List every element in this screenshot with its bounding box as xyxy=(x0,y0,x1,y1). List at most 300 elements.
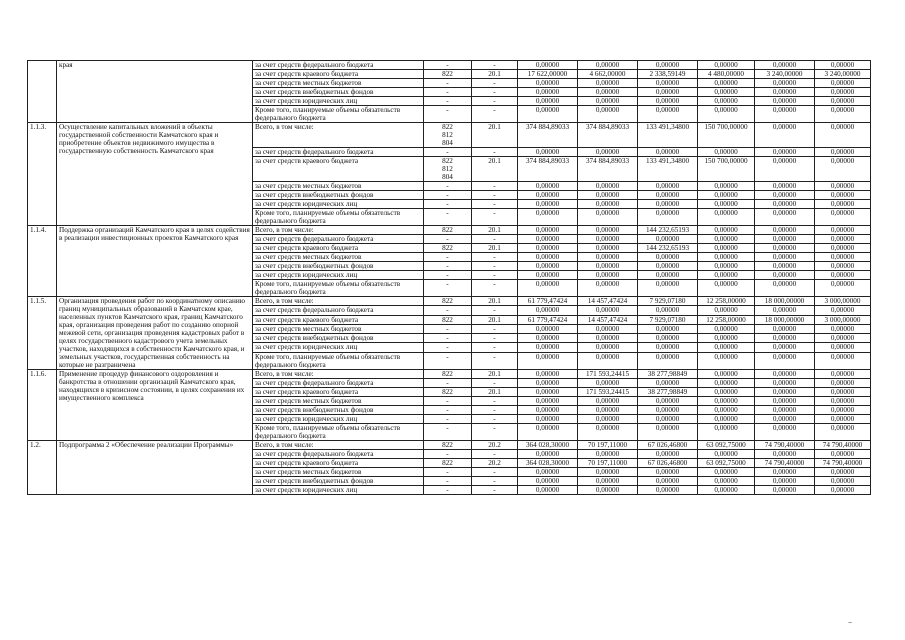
budget-code: - xyxy=(424,406,472,415)
year-value: 0,00000 xyxy=(578,191,638,200)
year-value: 3 000,00000 xyxy=(815,297,871,306)
year-value: 0,00000 xyxy=(698,148,755,157)
budget-code: - xyxy=(424,200,472,209)
year-value: 0,00000 xyxy=(578,468,638,477)
funding-source: Всего, в том числе: xyxy=(253,297,424,306)
year-value: 0,00000 xyxy=(578,262,638,271)
funding-source: Кроме того, планируемые объемы обязательств федерального бюджета xyxy=(253,280,424,297)
program-code: - xyxy=(472,79,518,88)
year-value: 0,00000 xyxy=(815,486,871,495)
funding-source: Кроме того, планируемые объемы обязательств федерального бюджета xyxy=(253,106,424,123)
budget-code: - xyxy=(424,97,472,106)
year-value: 133 491,34800 xyxy=(638,123,698,148)
year-value: 0,00000 xyxy=(578,88,638,97)
budget-code: 822 xyxy=(424,244,472,253)
year-value: 0,00000 xyxy=(638,334,698,343)
year-value: 0,00000 xyxy=(698,88,755,97)
funding-source: за счет средств внебюджетных фондов xyxy=(253,406,424,415)
year-value: 0,00000 xyxy=(698,244,755,253)
table-row xyxy=(28,226,871,235)
funding-source: за счет средств краевого бюджета xyxy=(253,70,424,79)
year-value: 0,00000 xyxy=(755,379,815,388)
budget-code: 822 xyxy=(424,226,472,235)
year-value: 0,00000 xyxy=(755,191,815,200)
year-value: 7 929,07180 xyxy=(638,315,698,324)
budget-code: - xyxy=(424,306,472,315)
year-value: 0,00000 xyxy=(815,191,871,200)
program-code: 20.1 xyxy=(472,70,518,79)
budget-code: 822 xyxy=(424,441,472,450)
total-value: 0,00000 xyxy=(518,477,578,486)
year-value: 0,00000 xyxy=(815,450,871,459)
total-value: 0,00000 xyxy=(518,61,578,70)
year-value: 4 480,00000 xyxy=(698,70,755,79)
program-code: - xyxy=(472,200,518,209)
year-value: 0,00000 xyxy=(578,182,638,191)
budget-code: - xyxy=(424,424,472,441)
program-code: - xyxy=(472,477,518,486)
program-code: - xyxy=(472,324,518,333)
year-value: 0,00000 xyxy=(815,262,871,271)
year-value: 0,00000 xyxy=(578,450,638,459)
year-value: 0,00000 xyxy=(578,226,638,235)
year-value: 0,00000 xyxy=(815,182,871,191)
funding-source: за счет средств юридических лиц xyxy=(253,200,424,209)
year-value: 0,00000 xyxy=(638,343,698,352)
year-value: 12 258,00000 xyxy=(698,297,755,306)
total-value: 0,00000 xyxy=(518,406,578,415)
year-value: 0,00000 xyxy=(638,280,698,297)
year-value: 38 277,98849 xyxy=(638,388,698,397)
year-value: 0,00000 xyxy=(815,79,871,88)
funding-source: за счет средств юридических лиц xyxy=(253,271,424,280)
year-value: 0,00000 xyxy=(698,415,755,424)
funding-source: Кроме того, планируемые объемы обязательств федерального бюджета xyxy=(253,352,424,370)
total-value: 0,00000 xyxy=(518,200,578,209)
year-value: 374 884,89033 xyxy=(578,123,638,148)
year-value: 0,00000 xyxy=(755,280,815,297)
year-value: 0,00000 xyxy=(815,200,871,209)
year-value: 0,00000 xyxy=(815,343,871,352)
row-number: 1.1.3. xyxy=(28,123,57,226)
year-value: 0,00000 xyxy=(698,306,755,315)
year-value: 0,00000 xyxy=(578,148,638,157)
funding-source: за счет средств федерального бюджета xyxy=(253,148,424,157)
year-value: 0,00000 xyxy=(638,306,698,315)
budget-code: 822 xyxy=(424,315,472,324)
year-value: 0,00000 xyxy=(638,324,698,333)
funding-source: за счет средств юридических лиц xyxy=(253,486,424,495)
year-value: 0,00000 xyxy=(755,200,815,209)
year-value: 67 026,46800 xyxy=(638,441,698,450)
year-value: 0,00000 xyxy=(815,148,871,157)
year-value: 0,00000 xyxy=(578,424,638,441)
year-value: 0,00000 xyxy=(638,477,698,486)
year-value: 144 232,65193 xyxy=(638,244,698,253)
program-code: - xyxy=(472,334,518,343)
year-value: 0,00000 xyxy=(698,424,755,441)
program-code: - xyxy=(472,148,518,157)
total-value: 0,00000 xyxy=(518,280,578,297)
program-code: - xyxy=(472,191,518,200)
year-value: 0,00000 xyxy=(578,61,638,70)
year-value: 0,00000 xyxy=(698,235,755,244)
total-value: 364 028,30000 xyxy=(518,459,578,468)
year-value: 0,00000 xyxy=(698,352,755,370)
year-value: 0,00000 xyxy=(815,352,871,370)
year-value: 0,00000 xyxy=(578,209,638,226)
budget-code: 822 xyxy=(424,388,472,397)
budget-code: - xyxy=(424,324,472,333)
year-value: 0,00000 xyxy=(755,370,815,379)
year-value: 0,00000 xyxy=(638,97,698,106)
year-value: 0,00000 xyxy=(755,343,815,352)
year-value: 0,00000 xyxy=(638,182,698,191)
program-code: 20.1 xyxy=(472,157,518,182)
budget-code: - xyxy=(424,271,472,280)
year-value: 0,00000 xyxy=(578,253,638,262)
year-value: 0,00000 xyxy=(698,406,755,415)
year-value: 0,00000 xyxy=(755,235,815,244)
total-value: 0,00000 xyxy=(518,343,578,352)
year-value: 0,00000 xyxy=(815,157,871,182)
budget-code: - xyxy=(424,88,472,97)
year-value: 0,00000 xyxy=(638,191,698,200)
budget-code: - xyxy=(424,262,472,271)
table-row xyxy=(28,123,871,148)
funding-source: за счет средств федерального бюджета xyxy=(253,235,424,244)
year-value: 0,00000 xyxy=(698,271,755,280)
year-value: 0,00000 xyxy=(638,88,698,97)
program-code: - xyxy=(472,106,518,123)
year-value: 0,00000 xyxy=(815,235,871,244)
row-number: 1.1.6. xyxy=(28,370,57,441)
total-value: 0,00000 xyxy=(518,388,578,397)
program-code: 20.1 xyxy=(472,226,518,235)
budget-code: - xyxy=(424,79,472,88)
program-code: - xyxy=(472,61,518,70)
total-value: 0,00000 xyxy=(518,182,578,191)
budget-code: - xyxy=(424,468,472,477)
year-value: 0,00000 xyxy=(578,415,638,424)
total-value: 61 779,47424 xyxy=(518,297,578,306)
year-value: 0,00000 xyxy=(638,415,698,424)
year-value: 0,00000 xyxy=(755,468,815,477)
total-value: 0,00000 xyxy=(518,379,578,388)
year-value: 0,00000 xyxy=(578,280,638,297)
table-row xyxy=(28,297,871,306)
program-code: - xyxy=(472,468,518,477)
year-value: 0,00000 xyxy=(755,306,815,315)
year-value: 0,00000 xyxy=(638,406,698,415)
year-value: 0,00000 xyxy=(638,79,698,88)
year-value: 14 457,47424 xyxy=(578,315,638,324)
year-value: 0,00000 xyxy=(698,468,755,477)
program-code: 20.1 xyxy=(472,297,518,306)
year-value: 0,00000 xyxy=(578,324,638,333)
year-value: 0,00000 xyxy=(578,97,638,106)
year-value: 0,00000 xyxy=(755,244,815,253)
year-value: 0,00000 xyxy=(815,244,871,253)
year-value: 0,00000 xyxy=(578,200,638,209)
year-value: 0,00000 xyxy=(755,106,815,123)
program-code: - xyxy=(472,352,518,370)
total-value: 0,00000 xyxy=(518,209,578,226)
year-value: 7 929,07180 xyxy=(638,297,698,306)
budget-code: - xyxy=(424,148,472,157)
funding-source: за счет средств внебюджетных фондов xyxy=(253,477,424,486)
budget-code: 822 xyxy=(424,459,472,468)
program-code: - xyxy=(472,379,518,388)
funding-source: за счет средств местных бюджетов xyxy=(253,468,424,477)
funding-source: за счет средств внебюджетных фондов xyxy=(253,262,424,271)
funding-source: Кроме того, планируемые объемы обязательств федерального бюджета xyxy=(253,424,424,441)
budget-code: - xyxy=(424,477,472,486)
budget-code: - xyxy=(424,209,472,226)
year-value: 0,00000 xyxy=(815,397,871,406)
year-value: 0,00000 xyxy=(578,352,638,370)
year-value: 0,00000 xyxy=(638,271,698,280)
program-code: - xyxy=(472,450,518,459)
year-value: 0,00000 xyxy=(815,106,871,123)
year-value: 374 884,89033 xyxy=(578,157,638,182)
budget-code: - xyxy=(424,334,472,343)
year-value: 0,00000 xyxy=(698,343,755,352)
table-row xyxy=(28,370,871,379)
program-code: - xyxy=(472,306,518,315)
total-value: 0,00000 xyxy=(518,324,578,333)
program-code: 20.2 xyxy=(472,459,518,468)
year-value: 0,00000 xyxy=(578,106,638,123)
year-value: 74 790,40000 xyxy=(755,441,815,450)
table-row xyxy=(28,61,871,70)
budget-code: - xyxy=(424,253,472,262)
year-value: 0,00000 xyxy=(815,388,871,397)
year-value: 0,00000 xyxy=(638,200,698,209)
program-code: - xyxy=(472,271,518,280)
table-row xyxy=(28,441,871,450)
budget-code: - xyxy=(424,415,472,424)
year-value: 67 026,46800 xyxy=(638,459,698,468)
activity-name: края xyxy=(57,61,253,123)
year-value: 0,00000 xyxy=(698,97,755,106)
year-value: 74 790,40000 xyxy=(815,459,871,468)
year-value: 0,00000 xyxy=(698,450,755,459)
year-value: 0,00000 xyxy=(815,370,871,379)
year-value: 4 662,00000 xyxy=(578,70,638,79)
funding-source: за счет средств федерального бюджета xyxy=(253,379,424,388)
total-value: 0,00000 xyxy=(518,106,578,123)
funding-source: за счет средств местных бюджетов xyxy=(253,253,424,262)
total-value: 0,00000 xyxy=(518,271,578,280)
year-value: 0,00000 xyxy=(755,123,815,148)
year-value: 0,00000 xyxy=(755,88,815,97)
total-value: 0,00000 xyxy=(518,262,578,271)
total-value: 0,00000 xyxy=(518,468,578,477)
budget-code: 822 xyxy=(424,297,472,306)
year-value: 0,00000 xyxy=(815,271,871,280)
year-value: 14 457,47424 xyxy=(578,297,638,306)
program-code: - xyxy=(472,209,518,226)
total-value: 0,00000 xyxy=(518,397,578,406)
total-value: 0,00000 xyxy=(518,415,578,424)
funding-source: за счет средств внебюджетных фондов xyxy=(253,334,424,343)
program-code: - xyxy=(472,343,518,352)
funding-source: за счет средств краевого бюджета xyxy=(253,388,424,397)
year-value: 2 338,59149 xyxy=(638,70,698,79)
funding-source: Всего, в том числе: xyxy=(253,370,424,379)
total-value: 0,00000 xyxy=(518,235,578,244)
budget-code: - xyxy=(424,106,472,123)
budget-code: - xyxy=(424,352,472,370)
total-value: 0,00000 xyxy=(518,79,578,88)
row-number: 1.1.5. xyxy=(28,297,57,370)
budget-code: - xyxy=(424,450,472,459)
year-value: 0,00000 xyxy=(578,379,638,388)
program-code: 20.1 xyxy=(472,370,518,379)
total-value: 0,00000 xyxy=(518,191,578,200)
year-value: 0,00000 xyxy=(755,157,815,182)
year-value: 0,00000 xyxy=(755,182,815,191)
year-value: 0,00000 xyxy=(578,235,638,244)
budget-code: - xyxy=(424,486,472,495)
year-value: 0,00000 xyxy=(698,370,755,379)
total-value: 374 884,89033 xyxy=(518,123,578,148)
year-value: 0,00000 xyxy=(755,324,815,333)
budget-code: - xyxy=(424,235,472,244)
year-value: 3 240,00000 xyxy=(815,70,871,79)
year-value: 0,00000 xyxy=(698,253,755,262)
year-value: 0,00000 xyxy=(698,106,755,123)
year-value: 0,00000 xyxy=(698,191,755,200)
year-value: 0,00000 xyxy=(698,486,755,495)
total-value: 0,00000 xyxy=(518,148,578,157)
year-value: 0,00000 xyxy=(815,477,871,486)
year-value: 0,00000 xyxy=(698,477,755,486)
program-code: - xyxy=(472,280,518,297)
budget-code: - xyxy=(424,61,472,70)
year-value: 171 593,24415 xyxy=(578,388,638,397)
year-value: 0,00000 xyxy=(755,477,815,486)
year-value: 0,00000 xyxy=(815,61,871,70)
funding-source: за счет средств внебюджетных фондов xyxy=(253,88,424,97)
budget-table-body xyxy=(28,61,871,495)
year-value: 0,00000 xyxy=(698,226,755,235)
year-value: 0,00000 xyxy=(698,334,755,343)
funding-source: за счет средств внебюджетных фондов xyxy=(253,191,424,200)
year-value: 0,00000 xyxy=(755,388,815,397)
year-value: 150 700,00000 xyxy=(698,157,755,182)
year-value: 0,00000 xyxy=(698,388,755,397)
program-code: 20.2 xyxy=(472,441,518,450)
budget-code: - xyxy=(424,397,472,406)
year-value: 0,00000 xyxy=(815,226,871,235)
funding-source: Всего, в том числе: xyxy=(253,226,424,235)
funding-source: за счет средств краевого бюджета xyxy=(253,459,424,468)
budget-code: - xyxy=(424,191,472,200)
year-value: 0,00000 xyxy=(755,450,815,459)
year-value: 0,00000 xyxy=(578,334,638,343)
year-value: 0,00000 xyxy=(755,226,815,235)
year-value: 74 790,40000 xyxy=(815,441,871,450)
activity-name: Осуществление капитальных вложений в объекты государственной собственности Камчатского края и приобретение объектов недвижимого имущества в государственную собственность Камчатского края xyxy=(57,123,253,226)
year-value: 0,00000 xyxy=(698,79,755,88)
year-value: 144 232,65193 xyxy=(638,226,698,235)
year-value: 74 790,40000 xyxy=(755,459,815,468)
program-code: - xyxy=(472,235,518,244)
funding-source: Всего, в том числе: xyxy=(253,123,424,148)
budget-code: - xyxy=(424,280,472,297)
year-value: 0,00000 xyxy=(638,450,698,459)
year-value: 0,00000 xyxy=(698,61,755,70)
year-value: 38 277,98849 xyxy=(638,370,698,379)
year-value: 0,00000 xyxy=(815,324,871,333)
funding-source: за счет средств федерального бюджета xyxy=(253,450,424,459)
total-value: 0,00000 xyxy=(518,253,578,262)
budget-code: - xyxy=(424,379,472,388)
year-value: 0,00000 xyxy=(578,271,638,280)
year-value: 171 593,24415 xyxy=(578,370,638,379)
year-value: 0,00000 xyxy=(698,379,755,388)
year-value: 0,00000 xyxy=(578,343,638,352)
row-number: 1.2. xyxy=(28,441,57,495)
year-value: 0,00000 xyxy=(578,306,638,315)
funding-source: за счет средств краевого бюджета xyxy=(253,244,424,253)
funding-source: за счет средств юридических лиц xyxy=(253,97,424,106)
year-value: 0,00000 xyxy=(578,406,638,415)
year-value: 0,00000 xyxy=(755,61,815,70)
funding-source: за счет средств местных бюджетов xyxy=(253,397,424,406)
funding-source: за счет средств местных бюджетов xyxy=(253,324,424,333)
total-value: 0,00000 xyxy=(518,370,578,379)
funding-source: за счет средств федерального бюджета xyxy=(253,306,424,315)
year-value: 0,00000 xyxy=(815,379,871,388)
budget-table xyxy=(27,60,871,495)
year-value: 0,00000 xyxy=(638,106,698,123)
year-value: 0,00000 xyxy=(815,424,871,441)
program-code: 20.1 xyxy=(472,244,518,253)
year-value: 0,00000 xyxy=(698,280,755,297)
year-value: 0,00000 xyxy=(755,397,815,406)
total-value: 0,00000 xyxy=(518,450,578,459)
year-value: 0,00000 xyxy=(815,88,871,97)
funding-source: за счет средств юридических лиц xyxy=(253,415,424,424)
program-code: - xyxy=(472,406,518,415)
total-value: 0,00000 xyxy=(518,424,578,441)
year-value: 0,00000 xyxy=(755,253,815,262)
funding-source: за счет средств федерального бюджета xyxy=(253,61,424,70)
budget-code: - xyxy=(424,343,472,352)
year-value: 0,00000 xyxy=(755,79,815,88)
year-value: 12 258,00000 xyxy=(698,315,755,324)
year-value: 0,00000 xyxy=(578,486,638,495)
year-value: 3 000,00000 xyxy=(815,315,871,324)
year-value: 0,00000 xyxy=(638,61,698,70)
program-code: - xyxy=(472,424,518,441)
total-value: 17 622,00000 xyxy=(518,70,578,79)
year-value: 0,00000 xyxy=(815,306,871,315)
budget-code: 822 812 804 xyxy=(424,157,472,182)
program-code: 20.1 xyxy=(472,123,518,148)
year-value: 0,00000 xyxy=(698,262,755,271)
budget-code: 822 812 804 xyxy=(424,123,472,148)
year-value: 0,00000 xyxy=(755,209,815,226)
year-value: 0,00000 xyxy=(755,486,815,495)
activity-name: Применение процедур финансового оздоровления и банкротства в отношении организаций Камчатского края, находящихся в кризисном состоянии, в целях сохранения их имущественного комплекса xyxy=(57,370,253,441)
year-value: 18 000,00000 xyxy=(755,315,815,324)
total-value: 0,00000 xyxy=(518,334,578,343)
year-value: 0,00000 xyxy=(815,468,871,477)
